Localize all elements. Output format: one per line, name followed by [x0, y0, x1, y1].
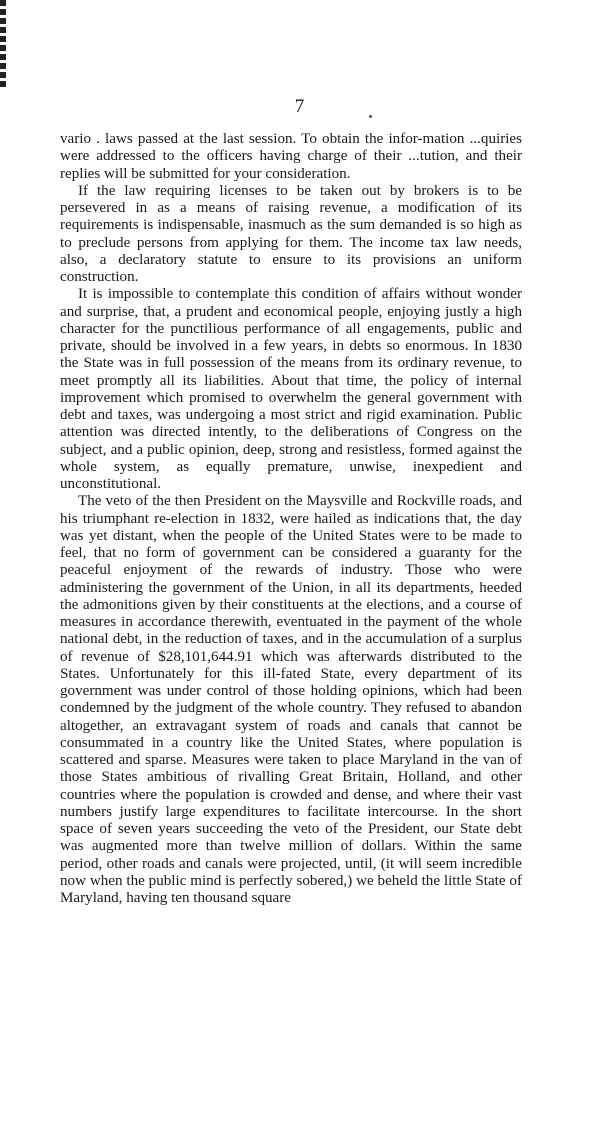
page-number: 7 [294, 96, 306, 117]
paragraph-2: If the law requiring licenses to be taken out by brokers is to be persevered in as a means of raising revenue, a modification of its requirements is indispensable, inasmuch as the sum demanded is so high as to preclude persons from applying for them. The income tax law needs, also, a declaratory statute to ensure to its provisions an uniform construction. [60, 182, 522, 285]
ink-speck [369, 115, 372, 118]
binding-edge-mark [0, 0, 6, 90]
paragraph-4: The veto of the then President on the Maysville and Rockville roads, and his triumphant re-election in 1832, were hailed as indications that, the day was yet distant, when the people of the United States were to be made to feel, that no form of government can be considered a guaranty for the peaceful enjoyment of the rewards of industry. Those who were administering the government of the Union, in all its departments, heeded the admonitions given by their constituents at the elections, and a course of measures in accordance therewith, eventuated in the payment of the whole national debt, in the reduction of taxes, and in the accumulation of a surplus of revenue of $28,101,644.91 which was afterwards distributed to the States. Unfortunately for this ill-fated State, every department of its government was under control of those holding opinions, which had been condemned by the judgment of the whole country. They refused to abandon altogether, an extravagant system of roads and canals that cannot be consummated in a country like the United States, where population is scattered and sparse. Measures were taken to place Maryland in the van of those States ambitious of rivalling Great Britain, Holland, and other countries where the population is crowded and dense, and where their vast numbers justify large expenditures to facilitate intercourse. In the short space of seven years succeeding the veto of the President, our State debt was augmented more than twelve million of dollars. Within the same period, other roads and canals were projected, until, (it will seem incredible now when the public mind is perfectly sobered,) we beheld the little State of Maryland, having ten thousand square [60, 493, 522, 906]
paragraph-3: It is impossible to contemplate this condition of affairs without wonder and surprise, that, a prudent and economical people, enjoying justly a high character for the punctilious performance of all engagements, public and private, should be involved in a few years, in debts so enormous. In 1830 the State was in full possession of the means from its ordinary revenue, to meet promptly all its liabilities. About that time, the policy of internal improvement which promised to overwhelm the general government with debt and taxes, was undergoing a most strict and rigid examination. Public attention was directed intently, to the deliberations of Congress on the subject, and a public opinion, deep, strong and resistless, formed against the whole system, as equally premature, unwise, inexpedient and unconstitutional. [60, 286, 522, 492]
paragraph-1: vario . laws passed at the last session. To obtain the infor-mation ...quiries were addressed to the officers having charge of their ...tution, and their replies will be submitted for your consideration. [60, 131, 522, 182]
body-text [60, 131, 522, 907]
